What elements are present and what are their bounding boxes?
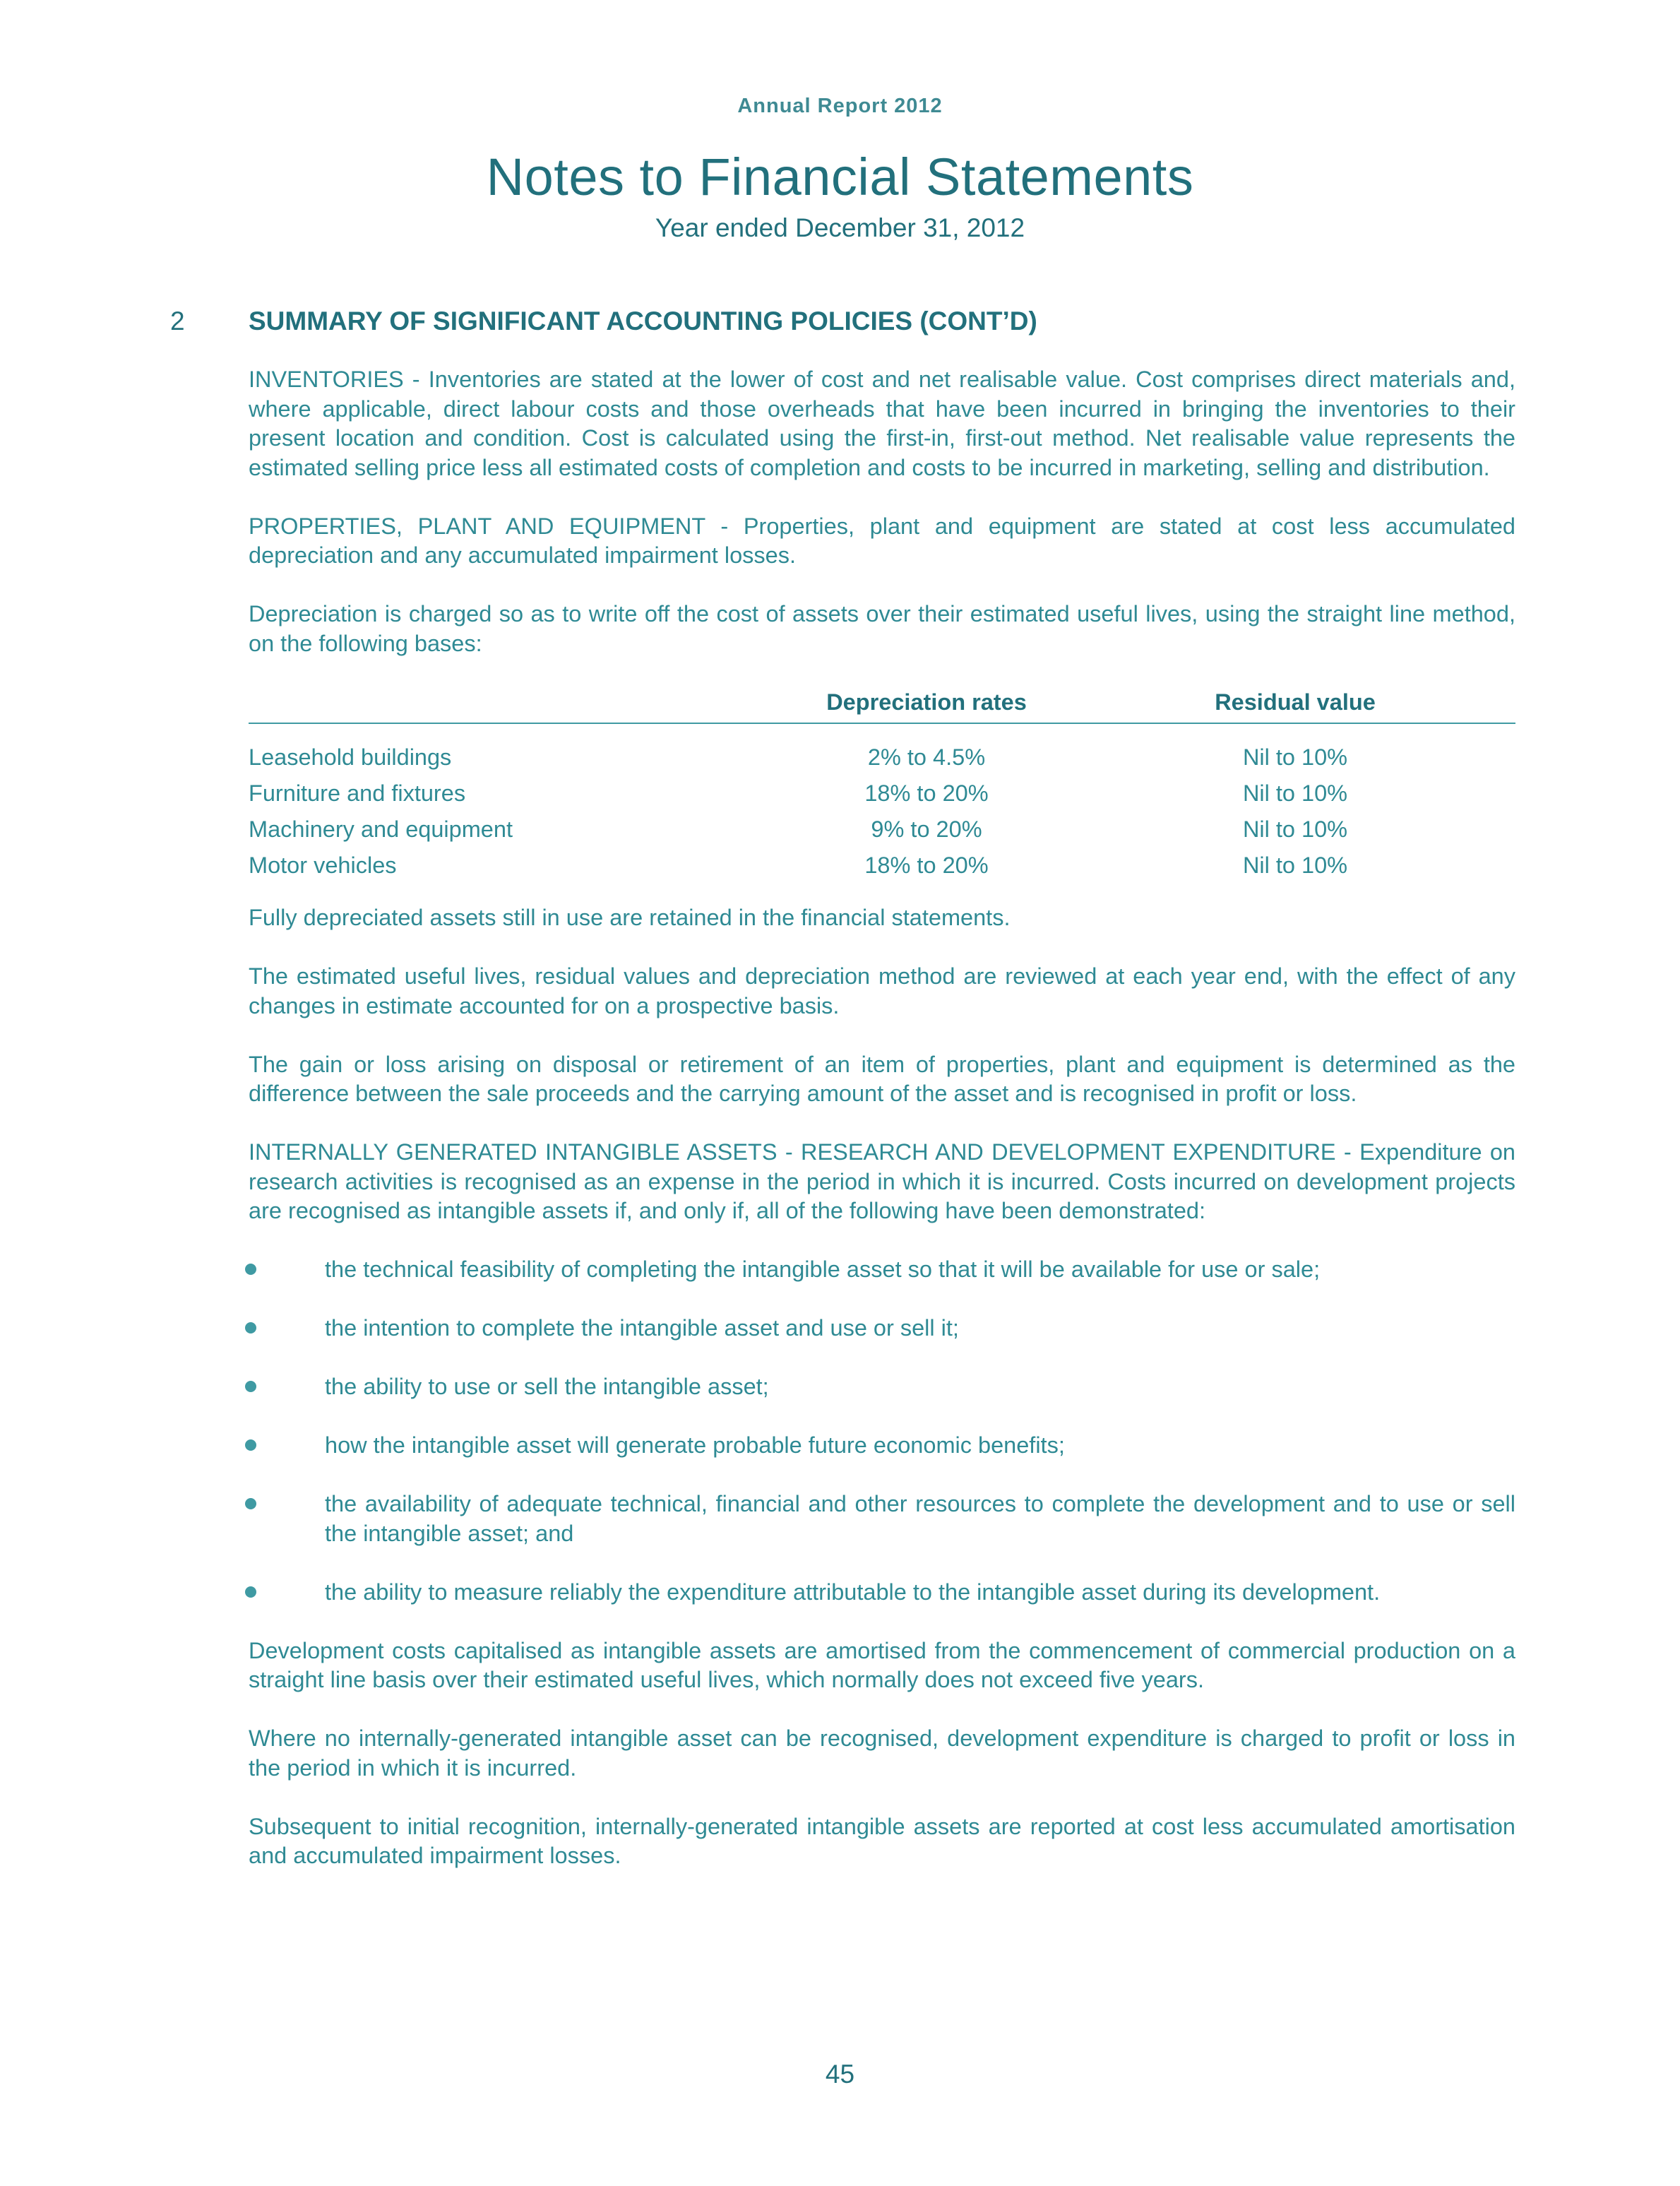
bullet-icon <box>245 1264 256 1275</box>
paragraph-inventories: INVENTORIES - Inventories are stated at the lower of cost and net realisable value. Cost comprises direct materials and, where applicable, direct labour costs and those overheads that have been incurred in bringing the inventories to their present location and condition. Cost is calculated using the first-in, first-out method. Net realisable value represents the estimated selling price less all estimated costs of completion and costs to be incurred in marketing, selling and distribution. <box>249 367 1515 480</box>
paragraph-useful-lives: The estimated useful lives, residual values and depreciation method are reviewed at each year end, with the effect of any changes in estimate accounted for on a prospective basis. <box>249 963 1515 1018</box>
list-item-text: the ability to use or sell the intangible asset; <box>325 1374 769 1399</box>
list-item-text: how the intangible asset will generate probable future economic benefits; <box>325 1432 1065 1458</box>
table-cell-rate: 18% to 20% <box>864 852 989 878</box>
table-header-row <box>249 688 1515 724</box>
table-cell-asset: Motor vehicles <box>249 852 397 878</box>
table-cell-rate: 9% to 20% <box>871 816 982 842</box>
table-cell-residual: Nil to 10% <box>1242 852 1348 878</box>
table-header-residual-value: Residual value <box>1075 688 1515 724</box>
list-item <box>249 1255 1515 1285</box>
list-item <box>249 1372 1515 1402</box>
table-row <box>249 848 1515 884</box>
table-header-depreciation-rates: Depreciation rates <box>778 688 1075 724</box>
page-subtitle: Year ended December 31, 2012 <box>655 213 1025 242</box>
bullet-icon <box>245 1322 256 1333</box>
section-number: 2 <box>170 307 185 335</box>
table-cell-asset: Leasehold buildings <box>249 744 452 770</box>
table-cell-residual: Nil to 10% <box>1242 816 1348 842</box>
list-item-text: the availability of adequate technical, financial and other resources to complete the development and to use or sell the intangible asset; and <box>325 1491 1515 1546</box>
paragraph-fully-depreciated: Fully depreciated assets still in use are retained in the financial statements. <box>249 905 1011 930</box>
table-cell-asset: Machinery and equipment <box>249 816 513 842</box>
table-row <box>249 776 1515 812</box>
paragraph-gain-loss: The gain or loss arising on disposal or retirement of an item of properties, plant and equipment is determined as the difference between the sale proceeds and the carrying amount of the asset and is recognised in profit or loss. <box>249 1051 1515 1106</box>
paragraph-intangible-assets: INTERNALLY GENERATED INTANGIBLE ASSETS - RESEARCH AND DEVELOPMENT EXPENDITURE - Expenditure on research activities is recognised as an expense in the period in which it is incurred. Costs incurred on development projects are recognised as intangible assets if, and only if, all of the following have been demonstrated: <box>249 1139 1515 1223</box>
paragraph-development-costs: Development costs capitalised as intangible assets are amortised from the commencement of commercial production on a straight line basis over their estimated useful lives, which normally does not exceed five years. <box>249 1637 1515 1692</box>
list-item-text: the ability to measure reliably the expenditure attributable to the intangible asset during its development. <box>325 1579 1381 1605</box>
list-item <box>249 1490 1515 1548</box>
page-number: 45 <box>825 2060 855 2089</box>
paragraph-no-intangible: Where no internally-generated intangible asset can be recognised, development expenditure is charged to profit or loss in the period in which it is incurred. <box>249 1725 1515 1781</box>
list-item <box>249 1314 1515 1343</box>
section-title: SUMMARY OF SIGNIFICANT ACCOUNTING POLICIES (CONT’D) <box>249 307 1037 335</box>
bullet-icon <box>245 1586 256 1598</box>
table-header-asset <box>249 688 778 724</box>
table-row <box>249 812 1515 848</box>
depreciation-table <box>249 688 1515 884</box>
bullet-icon <box>245 1498 256 1509</box>
table-cell-residual: Nil to 10% <box>1242 744 1348 770</box>
paragraph-subsequent-recognition: Subsequent to initial recognition, internally-generated intangible assets are reported at cost less accumulated amortisation and accumulated impairment losses. <box>249 1813 1515 1868</box>
table-cell-residual: Nil to 10% <box>1242 780 1348 806</box>
list-item-text: the intention to complete the intangible asset and use or sell it; <box>325 1315 959 1341</box>
table-row <box>249 723 1515 776</box>
table-cell-asset: Furniture and fixtures <box>249 780 466 806</box>
list-item <box>249 1578 1515 1608</box>
bullet-icon <box>245 1439 256 1451</box>
table-cell-rate: 18% to 20% <box>864 780 989 806</box>
bullet-icon <box>245 1381 256 1392</box>
report-label: Annual Report 2012 <box>737 95 943 117</box>
paragraph-depreciation: Depreciation is charged so as to write off the cost of assets over their estimated useful lives, using the straight line method, on the following bases: <box>249 601 1515 656</box>
document-body <box>249 365 1515 1900</box>
table-cell-rate: 2% to 4.5% <box>867 744 986 770</box>
list-item <box>249 1431 1515 1461</box>
paragraph-ppe: PROPERTIES, PLANT AND EQUIPMENT - Properties, plant and equipment are stated at cost less accumulated depreciation and any accumulated impairment losses. <box>249 513 1515 568</box>
page-title: Notes to Financial Statements <box>486 148 1194 206</box>
criteria-list <box>249 1255 1515 1607</box>
list-item-text: the technical feasibility of completing the intangible asset so that it will be available for use or sale; <box>325 1257 1321 1282</box>
